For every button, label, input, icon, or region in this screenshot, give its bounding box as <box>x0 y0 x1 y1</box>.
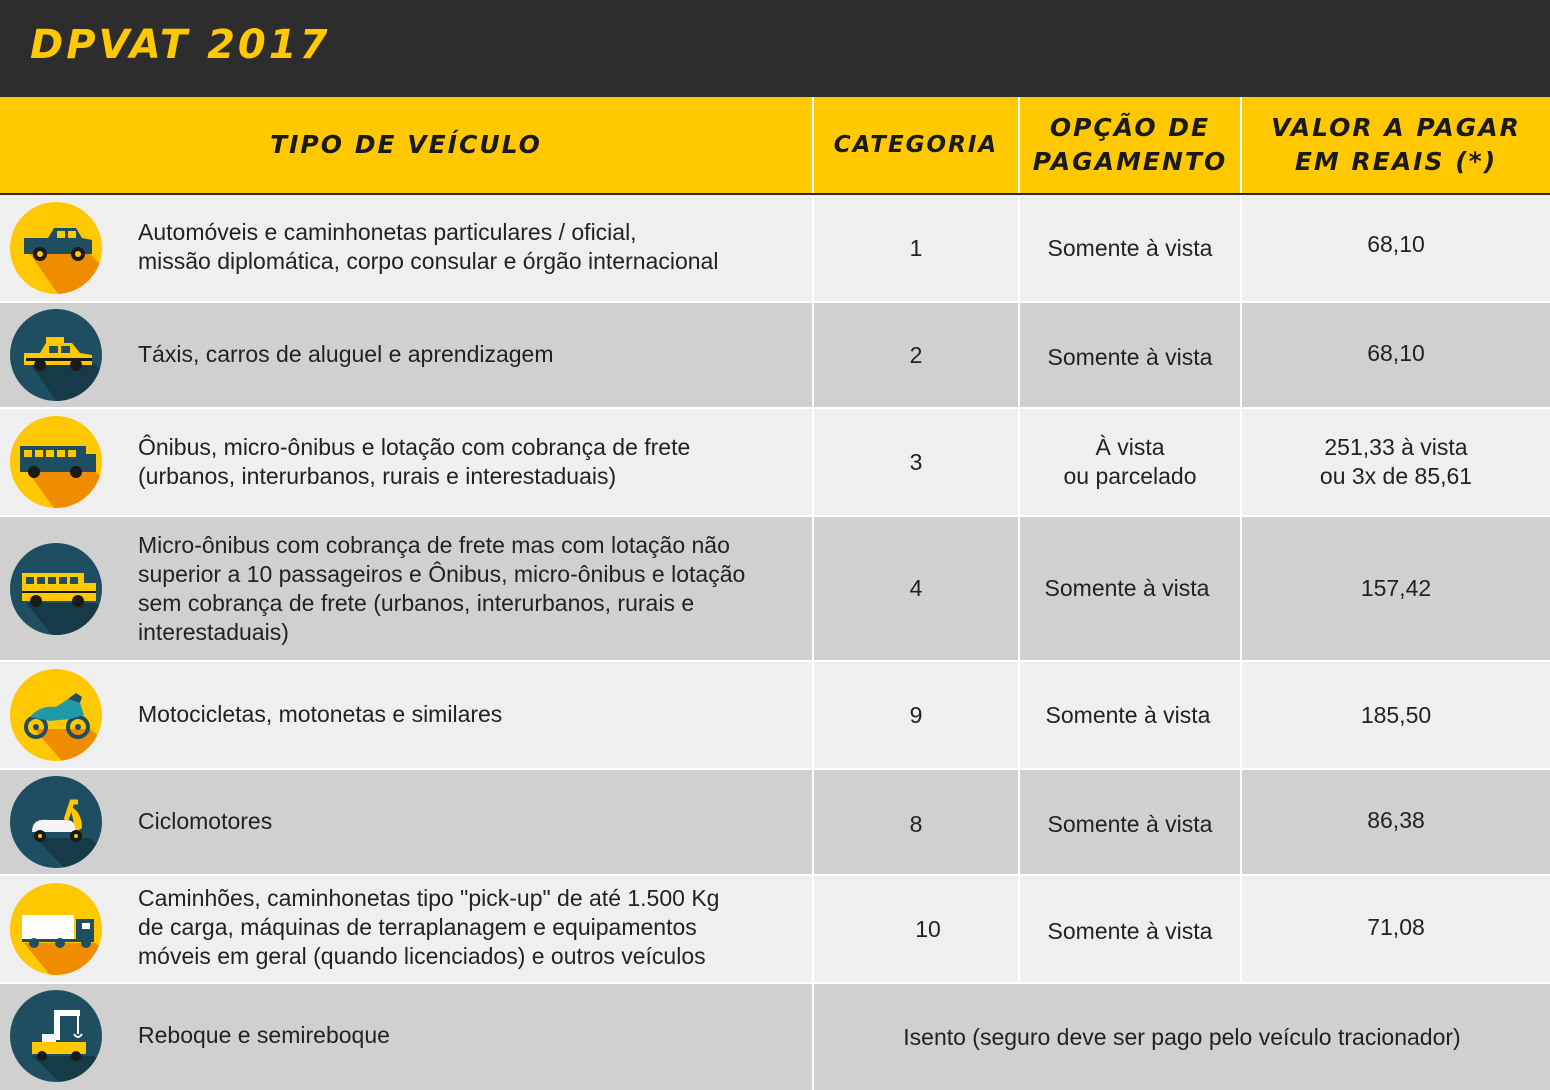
payment-option-value: Somente à vista <box>1044 575 1210 601</box>
page-title: DPVAT 2017 <box>30 22 331 68</box>
header-vehicle-type: TIPO DE VEÍCULO <box>270 130 542 159</box>
table-row <box>0 770 1550 874</box>
table-row <box>0 195 1550 301</box>
category-value: 1 <box>909 234 923 261</box>
payment-option-value: Somente à vista <box>1045 701 1211 728</box>
bus-icon <box>10 416 102 508</box>
vehicle-description: Táxis, carros de aluguel e aprendizagem <box>138 341 554 367</box>
amount-value: 185,50 <box>1360 701 1432 728</box>
column-divider <box>1018 195 1020 982</box>
table-row <box>0 517 1550 660</box>
payment-option-value: Somente à vista <box>1047 234 1213 261</box>
header-divider <box>812 97 814 193</box>
amount-value: 68,10 <box>1367 339 1425 366</box>
table-row <box>0 409 1550 515</box>
category-value: 10 <box>915 915 941 942</box>
category-value: 8 <box>909 810 923 837</box>
header-divider <box>1018 97 1020 193</box>
header-divider <box>1240 97 1242 193</box>
table-row <box>0 984 1550 1090</box>
payment-option-value: Somente à vista <box>1047 917 1213 944</box>
category-value: 3 <box>909 448 923 475</box>
table-row <box>0 303 1550 407</box>
vehicle-description: Micro-ônibus com cobrança de frete mas com lotação não superior a 10 passageiros e Ônibus, micro-ônibus e lotação sem cobrança de frete (urbanos, interurbanos, rurais e interestaduais) <box>138 532 746 645</box>
truck-icon <box>10 883 102 975</box>
category-value: 9 <box>909 701 923 728</box>
table-row <box>0 876 1550 982</box>
amount-value: 251,33 à vista ou 3x de 85,61 <box>1319 434 1473 489</box>
taxi-icon <box>10 309 102 401</box>
exempt-note: Isento (seguro deve ser pago pelo veículo tracionador) <box>903 1023 1461 1050</box>
motorcycle-icon <box>10 669 102 761</box>
category-value: 2 <box>909 341 923 368</box>
column-divider <box>1240 195 1242 982</box>
header-amount: VALOR A PAGAR EM REAIS (*) <box>1271 113 1521 176</box>
table-row <box>0 662 1550 768</box>
amount-value: 157,42 <box>1360 575 1432 601</box>
vehicle-description: Ônibus, micro-ônibus e lotação com cobrança de frete (urbanos, interurbanos, rurais e interestaduais) <box>138 434 691 489</box>
header-category: CATEGORIA <box>833 132 999 158</box>
vehicle-description: Automóveis e caminhonetas particulares / oficial, missão diplomática, corpo consular e órgão internacional <box>138 219 719 274</box>
table-header <box>0 97 1550 193</box>
title-bar <box>0 0 1550 97</box>
vehicle-description: Motocicletas, motonetas e similares <box>138 701 503 727</box>
payment-option-value: Somente à vista <box>1047 810 1213 837</box>
category-value: 4 <box>909 575 923 601</box>
column-divider <box>812 195 814 1090</box>
scooter-icon <box>10 776 102 868</box>
payment-option-value: Somente à vista <box>1047 343 1213 370</box>
header-payment-option: OPÇÃO DE PAGAMENTO <box>1032 113 1228 176</box>
amount-value: 68,10 <box>1367 230 1425 257</box>
car-icon <box>10 202 102 294</box>
amount-value: 71,08 <box>1367 913 1425 940</box>
amount-value: 86,38 <box>1367 806 1425 833</box>
vehicle-description: Caminhões, caminhonetas tipo "pick-up" de até 1.500 Kg de carga, máquinas de terraplanagem e equipamentos móveis em geral (quando licenciados) e outros veículos <box>138 885 720 969</box>
vehicle-description: Ciclomotores <box>138 808 273 834</box>
school-bus-icon <box>10 543 102 635</box>
payment-option-value: À vista ou parcelado <box>1063 434 1197 489</box>
vehicle-description: Reboque e semireboque <box>138 1022 390 1048</box>
tow-truck-icon <box>10 990 102 1082</box>
